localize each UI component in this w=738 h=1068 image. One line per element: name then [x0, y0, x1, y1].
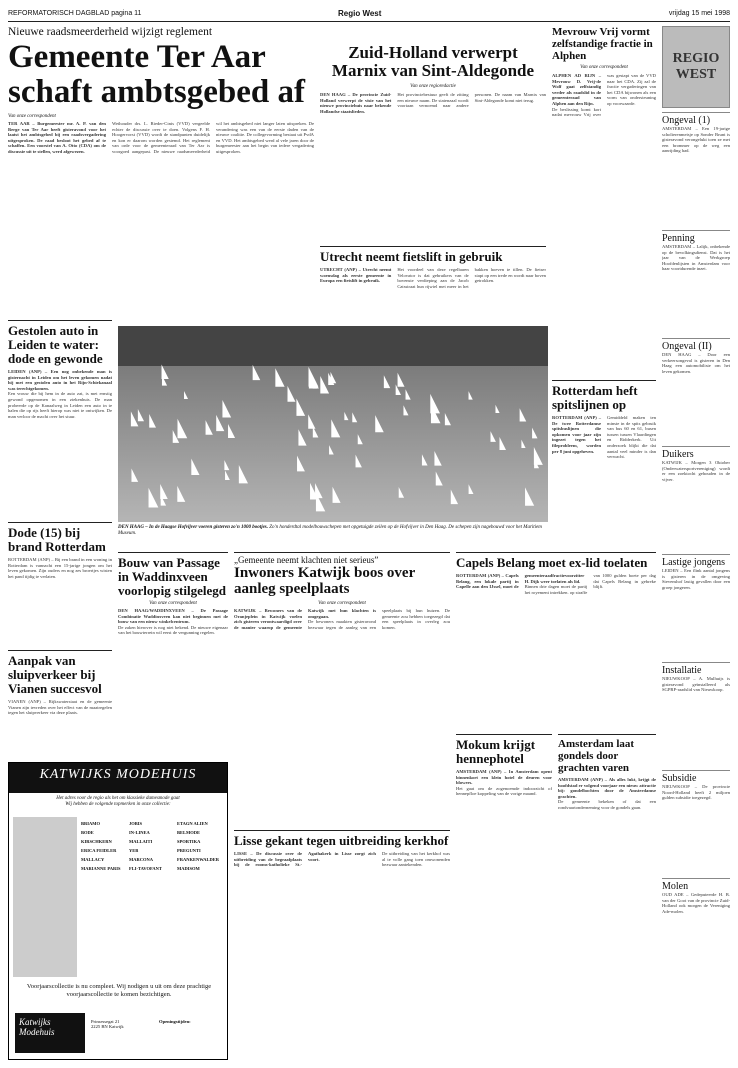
sidebar-item-title: Penning	[662, 233, 695, 244]
sidebar-item	[662, 554, 730, 658]
inwoners-text: De bewoners maakten gisteravond bezwaar tegen de aanleg van een speelplaats bij hun huizen. De gemeente zou hebben toegezegd dat een speelplaats in overleg zou komen.	[308, 608, 450, 630]
sidebar-item-title: Ongeval (II)	[662, 341, 712, 352]
ad-brands	[81, 821, 225, 871]
gondels-story	[558, 734, 656, 1047]
inwoners-body	[234, 608, 450, 786]
dode-title: Dode (15) bij brand Rotterdam	[8, 525, 106, 554]
sidebar-item-body: AMSTERDAM – Een 19-jarige scholierenmeisje op Sonder Brunt is gisteravond verongelukt toen ze met een brommer op de weg een aanrijding had.	[662, 126, 730, 154]
sidebar-item-body: LEIDEN – Een flink aantal jongens is gisteren in de omgeving Stevenshof lastig gevallen door een groep jongeren.	[662, 568, 730, 590]
ad-brand: BRIAMO	[81, 821, 100, 826]
capels-title: Capels Belang moet ex-lid toelaten	[456, 555, 648, 570]
ad-brand: BODE	[81, 830, 94, 835]
capels-lead: ROTTERDAM (ANP) – Capels Belang, een lokale partij in Capelle aan den IJssel, moet de gemeenteraadfractievoorzitter H. Dijk weer toelaten als lid.	[456, 573, 585, 590]
mevrouw-byline: Van onze correspondent	[580, 65, 628, 70]
main-lead: TER AAR – Burgemeester mr. A. P. van den Berge van Ter Aar heeft gisteravond voor het laatst het ambtsgebed bij een raadsvergadering uitgesproken. De raad besloot het gebed af te schaffen. Een voorstel van A. Otto (CDA) om de discussie uit te stellen, werd afgewezen.	[8, 121, 106, 154]
rotterdam-lead: ROTTERDAM (ANP) – De twee Rotterdamse spitsbuslijnen die opkomen voor jaar zijn ingezet tegen het fileprobleem, worden per 8 juni opgeheven.	[552, 415, 601, 454]
gondels-title: Amsterdam laat gondels door grachten varen	[558, 738, 635, 774]
gondels-text: De gemeente bekeken of dat een rondvaartonderneming voor de gondels gaan.	[558, 799, 656, 810]
ad-invitation: Voorjaarscollectie is nu compleet. Wij nodigen u uit om deze prachtige voorjaarscollectie te komen bezichtigen.	[26, 983, 212, 998]
page-header	[8, 8, 730, 22]
bouw-text: De zaken hierover is nog niet bekend. De nieuwe eigenaar van het bouwterrein wil eerst de vergunning regelen.	[118, 624, 228, 636]
zuid-holland-lead: DEN HAAG – De provincie Zuid-Holland verwerpt de visie van het nieuwe provinciehuis naar bekende Hollandse staatslieden.	[320, 92, 392, 114]
sailboats-illustration	[118, 326, 548, 522]
sidebar-item-title: Duikers	[662, 449, 694, 460]
ad-tagline: Wij hebben de volgende topmerken in onze collectie:	[65, 802, 171, 807]
zuid-holland-body	[320, 92, 546, 250]
gestolen-body	[8, 369, 112, 475]
sidebar-item-body: KATWIJK – Morgen 3 Oktober (Onderwatersportvereniging) wordt er een zoektocht gehouden in de vijver.	[662, 460, 730, 482]
mevrouw-title: Mevrouw Vrij vormt zelfstandige fractie in Alphen	[552, 26, 653, 62]
sidebar-item	[662, 112, 730, 226]
rotterdam-text: Gemiddeld maken ten minste in de spits gebruik van bus 60 en 61, busen tussen tussen Vlaardingen en Ridderkerk. Uit onderzoek blijkt die dat aantal veel minder is dan verwacht.	[607, 415, 656, 460]
inwoners-story	[234, 552, 450, 786]
photo-caption	[118, 525, 548, 537]
mevrouw-body	[552, 73, 656, 321]
caption-text: Zo'n honderdtal modelbouwschepen met opgetuigde zeilen op de Hofvijver in Den Haag. De schepen zijn nagebouwd voor het Maritiem Museum.	[118, 525, 542, 536]
bouw-story	[118, 552, 228, 704]
capels-body	[456, 573, 656, 735]
ad-brand: SPORTIKA	[177, 839, 201, 844]
ad-brand: MADISOM	[177, 866, 200, 871]
ad-brand: BELMODE	[177, 830, 201, 835]
sidebar-item-body: NIEUWKOOP – De provincie Noord-Holland heeft 2 miljoen gulden subsidie toegezegd.	[662, 784, 730, 801]
mokum-text: Het gaat om de zogenoemde indoorzicht of hennepfloe koppeling van de vorige maand.	[456, 785, 552, 797]
aanpak-body: VIANEN (ANP) – Rijkswaterstaat en de gemeente Vianen zijn tevreden over het effect van de maatregelen tegen het sluipverkeer via deze plaats.	[8, 699, 112, 716]
sidebar-item	[662, 338, 730, 442]
newspaper-name: REFORMATORISCH DAGBLAD pagina 11	[8, 10, 142, 17]
lisse-text: De uitbreiding van het kerkhof was al te volle gang toen omwonenden bezwaar aantekenden.	[382, 851, 450, 868]
ad-brand: IN-LINEA	[129, 830, 150, 835]
zuid-holland-title: Zuid-Holland verwerpt Marnix van Sint-Aldegonde	[331, 43, 535, 80]
bouw-byline: Van onze correspondent	[149, 601, 197, 606]
lisse-body	[234, 851, 450, 1059]
ad-brand: MALLACY	[81, 857, 105, 862]
utrecht-story	[320, 246, 546, 335]
sidebar-item-title: Lastige jongens	[662, 557, 726, 568]
ad-brand: PREGUNTI	[177, 848, 201, 853]
gestolen-lead: LEIDEN (ANP) – Een nog onbekende man is gisternacht in Leiden om het leven gekomen nadat hij met een gestolen auto in het Rijn-Schiekanaal was terechtgekomen.	[8, 369, 112, 391]
mokum-body	[456, 769, 552, 1039]
ad-brand: KIRSCHKERN	[81, 839, 112, 844]
main-text: Wethouder drs. L. Rieder-Cinis (VVD) vergeelde echter de discussie over te doen. Volgens F. H. Hoogervorst (VVD) wordt de standpunten duidelijk en kon er daarom worden gestemd. Het reglement van orde voor de gemeenteraad van Ter Aar is voorgoed aangepast. De nieuwe raadsmeerderheid wil het ambtsgebed niet langer laten uitspreken. De verandering was een van de eerste daden van de nieuwe coalitie. De collegevorming bestaat uit PvdA en VVD. Het ambtsgebed werd al vele jaren door de burgemeester aan het begin van iedere vergadering uitgesproken.	[112, 121, 314, 154]
sidebar-item-title: Subsidie	[662, 773, 697, 784]
sidebar-items	[662, 112, 730, 982]
sidebar-item-body: OUD ADE – Gedeputeerde H. B. van der Goot van de provincie Zuid-Holland ook morgen de Vereniging Ade-molen.	[662, 892, 730, 914]
hofvijver-photo	[118, 326, 548, 522]
sidebar-item-body: AMSTERDAM – Lalijk, onbekende op de bevolkingsdienst. Dat is het jaar van de Werkgroep Hoofdenlijsten in Amsterdam voor haar voortdurende inzet.	[662, 244, 730, 272]
ad-address: Prinsessegat 21 2225 BN Katwijk	[91, 1019, 124, 1029]
bouw-lead: DEN HAAG/WADDINXVEEN – De Passage Combinatie Waddinxveen kan niet beginnen met de bouw van een nieuw winkelcentrum.	[118, 608, 228, 625]
regio-banner: REGIO WEST	[662, 26, 730, 108]
ad-brand: MARIANNE PARIS	[81, 866, 121, 871]
mevrouw-story	[552, 26, 656, 321]
lisse-lead: LISSE – De discussie over de uitbreiding van de begraafplaats bij de rooms-katholieke St.-Agathakerk in Lisse zorgt zich voort.	[234, 851, 376, 868]
lisse-title: Lisse gekant tegen uitbreiding kerkhof	[234, 833, 449, 848]
utrecht-title: Utrecht neemt fietslift in gebruik	[320, 249, 503, 264]
sidebar-item-title: Installatie	[662, 665, 702, 676]
zuid-holland-byline: Van onze regioredactie	[410, 84, 456, 89]
main-body	[8, 121, 314, 271]
caption-lead: DEN HAAG – In de Haagse Hofvijver voeren gisteren zo'n 1000 bootjes.	[118, 525, 268, 530]
main-story	[8, 26, 314, 271]
ad-hours: Openingstijden:	[159, 1019, 191, 1024]
issue-date: vrijdag 15 mei 1998	[668, 10, 730, 17]
main-kicker: Nieuwe raadsmeerderheid wijzigt reglement	[8, 26, 213, 38]
dode-story	[8, 522, 112, 637]
capels-story	[456, 552, 656, 735]
capels-text: Binnen drie dagen moet de partij het royement intrekken. op straffe van 1000 gulden boete per dag dat Capels Belang in gebreke blijft.	[524, 573, 656, 595]
ad-brand: FRANKENWALDER	[177, 857, 220, 862]
aanpak-title: Aanpak van sluipverkeer bij Vianen succesvol	[8, 653, 102, 696]
ad-model-photo	[13, 817, 77, 977]
inwoners-kicker: „Gemeente neemt klachten niet serieus”	[234, 555, 379, 565]
mevrouw-text: De beslissing komt kort nadat mevrouw Vrij over was gestapt van de VVD naar het CDA. Zij zal de fractie vergaderingen van het CDA bijwonen als een vorm van ondersteuning op voorwaarde.	[552, 73, 656, 118]
ad-brand: JOBIS	[129, 821, 143, 826]
ad-title: KATWIJKS MODEHUIS	[39, 767, 197, 782]
ad-subtitle: Het adres voor de regio als het om klassieke damesmode gaat	[56, 796, 180, 801]
zuid-holland-story	[320, 44, 546, 250]
ad-brand: MALLAITI	[129, 839, 153, 844]
section-title: Regio West	[338, 9, 382, 18]
sidebar-item	[662, 878, 730, 982]
rotterdam-title: Rotterdam heft spitslijnen op	[552, 383, 638, 412]
gondels-lead: AMSTERDAM (ANP) – Als alles lukt, krijgt de hoofdstad er volgend voorjaar een nieuw attractie bij: gondelbochten door de Amsterdamse grachten.	[558, 777, 656, 799]
inwoners-lead: KATWIJK – Bewoners van de Oranjeplein in Katwijk voelen zich gisteren verontwaardigd over de manier waarop de gemeente Katwijk met hun klachten is omgegaan.	[234, 608, 376, 630]
mokum-title: Mokum krijgt hennephotel	[456, 737, 536, 766]
main-byline: Van onze correspondent	[8, 114, 56, 119]
gestolen-story	[8, 320, 112, 475]
inwoners-byline: Van onze correspondent	[318, 601, 366, 606]
ad-brand: ETAGN ALIEN	[177, 821, 208, 826]
mevrouw-lead: ALPHEN AD RIJN – Mevrouw D. Vrij-de Wolf gaat zelfstandig verder als raadslid in de gemeenteraad van Alphen aan den Rijn.	[552, 73, 601, 106]
sidebar-item	[662, 230, 730, 334]
mokum-lead: AMSTERDAM (ANP) – In Amsterdam opent binnenkort een klein hotel de deuren voor blowers.	[456, 769, 552, 786]
gestolen-title: Gestolen auto in Leiden te water: dode en gewonde	[8, 323, 103, 366]
sidebar-item-body: NIEUWKOOP – A. Mulhuijs is gisteravond geïnstalleerd als SGPRP-raadslid van Nieuwkoop.	[662, 676, 730, 693]
bouw-body	[118, 608, 228, 704]
utrecht-text: Het voordeel van deze regelbaren Velovator is dat gebruikers van de bovenste verdieping aan de Jacob Catsstraat hun rijwiel met meer in het bakken hoeven te tillen. De fietser stapt op een trede en wordt naar boven getrokken.	[397, 267, 546, 289]
sidebar-item-title: Ongeval (1)	[662, 115, 711, 126]
utrecht-lead: UTRECHT (ANP) – Utrecht neemt woensdag als eerste gemeente in Europa een fietslift in gebruik.	[320, 267, 392, 284]
katwijks-ad	[8, 762, 228, 1060]
utrecht-body	[320, 267, 546, 335]
gondels-body	[558, 777, 656, 1047]
bouw-title: Bouw van Passage in Waddinxveen voorlopig stilgelegd	[118, 555, 226, 598]
dode-body: ROTTERDAM (ANP) – Bij een brand in een woning in Rotterdam is vannacht een 15-jarige jongen om het leven gekomen. Zijn ouders en nog zes broertjes wisten het pand tijdig te verlaten.	[8, 557, 112, 579]
mokum-story	[456, 734, 552, 1039]
ad-brand: YEB	[129, 848, 139, 853]
sidebar-item-body: DEN HAAG – Door een verkeersongeval is gisteren in Den Haag een automobiliste om het leven gekomen.	[662, 352, 730, 374]
zuid-holland-text: Het provinciebestuur geeft de zitting een nieuwe naam. De statenzaal wordt voortaan vernoemd naar andere personen. De naam van Marnix van Sint-Aldegonde komt niet terug.	[397, 92, 546, 109]
sidebar-item	[662, 662, 730, 766]
inwoners-title: Inwoners Katwijk boos over aanleg speelplaats	[234, 565, 415, 597]
sidebar-item	[662, 446, 730, 550]
sidebar-item	[662, 770, 730, 874]
ad-logo: Katwijks Modehuis	[15, 1013, 85, 1053]
ad-brand: ERICA FEIDLER	[81, 848, 117, 853]
sidebar-item-title: Molen	[662, 881, 689, 892]
ad-brand: FLI-TAVOFANT	[129, 866, 162, 871]
ad-brand: MARCONA	[129, 857, 153, 862]
main-title: Gemeente Ter Aar schaft ambtsgebed af	[8, 39, 305, 110]
lisse-story	[234, 830, 450, 1059]
regio-sidebar	[662, 26, 730, 982]
gestolen-text: Een vrouw die bij hem in de auto zat, is met ernstig gewond opgenomen in een ziekenhuis. De man probeerde op de Kanaalweg in Leiden een auto in te halen die op rijs heeft hierop was niet te ontwijken. De man verloor de macht over het stuur.	[8, 391, 112, 419]
